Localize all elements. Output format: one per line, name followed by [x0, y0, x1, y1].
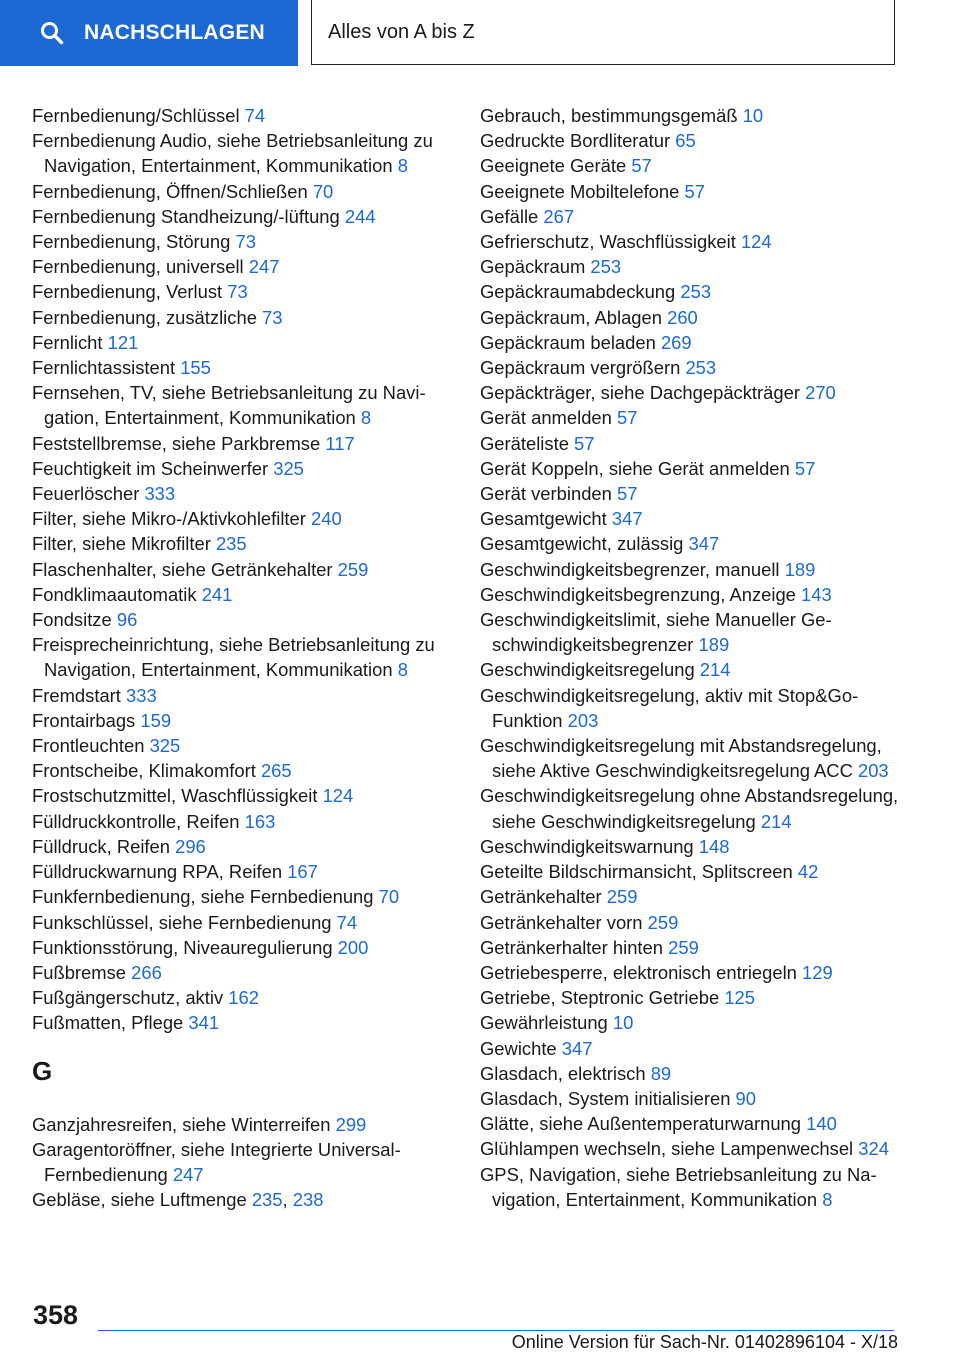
- page-link[interactable]: 244: [344, 205, 376, 227]
- page-link[interactable]: 167: [287, 861, 318, 883]
- index-entry-text: Gerät Koppeln, siehe Gerät anmelden: [480, 457, 795, 479]
- index-entry: [32, 859, 452, 884]
- index-entry-text: Geeignete Mobiltelefone: [480, 180, 685, 202]
- page-link[interactable]: 347: [688, 533, 720, 555]
- index-entry: [480, 456, 920, 481]
- page-link[interactable]: 333: [126, 684, 157, 706]
- index-entry-text: Gepäckraum vergrößern: [480, 357, 686, 379]
- index-entry-text: Feuchtigkeit im Scheinwerfer: [32, 457, 274, 479]
- index-entry: [32, 204, 452, 229]
- page-link[interactable]: 74: [244, 105, 266, 126]
- index-entry-text: Glätte, siehe Außentemperaturwarnung: [480, 1113, 807, 1135]
- index-entry-text: Fernbedienung, universell: [32, 256, 249, 278]
- page-link[interactable]: 247: [172, 1163, 204, 1185]
- index-entry: [480, 683, 920, 733]
- index-entry-text: Glasdach, System initialisieren: [480, 1087, 736, 1109]
- index-entry-text: Gewährleistung: [480, 1012, 613, 1034]
- index-entry-text: Fußmatten, Pflege: [32, 1012, 189, 1034]
- page-link[interactable]: 73: [227, 281, 248, 303]
- index-entry-text: Geschwindigkeitsbegrenzung, Anzeige: [480, 583, 802, 605]
- page-link[interactable]: 57: [794, 457, 816, 479]
- page-link[interactable]: 10: [612, 1012, 634, 1034]
- index-entry-text: Gefrierschutz, Waschflüssigkeit: [480, 231, 741, 253]
- index-entry: [480, 103, 920, 128]
- section-title: [311, 0, 895, 65]
- page-link[interactable]: 266: [131, 961, 162, 983]
- index-entry: [480, 279, 920, 304]
- index-entry: [480, 305, 920, 330]
- index-entry-text: Frontleuchten: [32, 735, 150, 757]
- index-entry: [32, 960, 452, 985]
- index-entry-text: Fernsehen, TV, siehe Betriebsanleitung zu Navigation, Entertainment, Kommunikation: [32, 382, 426, 429]
- page-link[interactable]: 124: [322, 785, 354, 807]
- index-entry: [480, 179, 920, 204]
- index-entry-text: Garagentoröffner, siehe Integrierte Universal-Fernbedienung: [32, 1138, 401, 1185]
- index-entry: [480, 582, 920, 607]
- index-entry: [480, 481, 920, 506]
- page-link[interactable]: 253: [680, 281, 712, 303]
- index-entry-text: Fondsitze: [32, 609, 117, 631]
- page-link[interactable]: 8: [822, 1188, 833, 1210]
- page-link[interactable]: 70: [312, 180, 334, 202]
- footer-online-version: Online Version für Sach-Nr. 01402896104 - X/18: [511, 1332, 898, 1352]
- page-link[interactable]: 148: [698, 835, 730, 857]
- index-entry-text: Getriebesperre, elektronisch entriegeln: [480, 961, 803, 983]
- page-link[interactable]: 299: [335, 1113, 367, 1135]
- index-entry: [480, 330, 920, 355]
- page-link[interactable]: 260: [667, 306, 698, 328]
- page-link[interactable]: 8: [360, 407, 372, 429]
- index-entry: [480, 431, 920, 456]
- index-entry: [480, 355, 920, 380]
- page-link[interactable]: 347: [611, 508, 643, 530]
- index-entry-text: Fußgängerschutz, aktiv: [32, 987, 229, 1009]
- page-link[interactable]: 8: [397, 659, 408, 681]
- index-entry-text: Fremdstart: [32, 684, 127, 706]
- index-entry: [32, 506, 452, 531]
- page-link[interactable]: 42: [797, 861, 819, 883]
- page-link[interactable]: 189: [784, 558, 816, 580]
- index-entry: [32, 910, 452, 935]
- index-entry: [480, 254, 920, 279]
- index-entry-text: Feststellbremse, siehe Parkbremse: [32, 432, 326, 454]
- index-entry-text: Gerät verbinden: [480, 483, 617, 505]
- index-entry: [32, 380, 452, 430]
- page-link[interactable]: 124: [740, 231, 772, 253]
- index-entry: [32, 456, 452, 481]
- page-link[interactable]: 74: [336, 911, 358, 933]
- section-title-text: Alles von A bis Z: [328, 20, 475, 43]
- index-entry-text: Funkfernbedienung, siehe Fernbedienung: [32, 886, 379, 908]
- index-entry: Gebläse, siehe Luftmenge 235, 238: [32, 1189, 324, 1211]
- index-entry-text: Ganzjahresreifen, siehe Winterreifen: [32, 1113, 336, 1135]
- page-link[interactable]: 125: [724, 987, 756, 1009]
- index-entry: [32, 481, 452, 506]
- page-link[interactable]: 200: [337, 936, 369, 958]
- page-link[interactable]: 163: [244, 810, 276, 832]
- index-entry: [32, 431, 452, 456]
- index-entry: [480, 531, 920, 556]
- index-list-f: [32, 103, 452, 1036]
- index-entry-text: Funkschlüssel, siehe Fernbedienung: [32, 911, 337, 933]
- index-entry: [32, 557, 452, 582]
- index-entry: [480, 153, 920, 178]
- top-bar: [0, 0, 960, 66]
- page-link[interactable]: 324: [858, 1138, 889, 1160]
- page-link[interactable]: 241: [201, 583, 233, 605]
- index-entry: [480, 405, 920, 430]
- index-entry-text: Fernbedienung, zusätzliche: [32, 306, 263, 328]
- page-link[interactable]: 259: [337, 558, 369, 580]
- index-entry-text: Gepäckraum beladen: [480, 331, 661, 353]
- index-entry-text: Gepäckraumabdeckung: [480, 281, 681, 303]
- page-link[interactable]: 96: [116, 609, 138, 631]
- page-link[interactable]: 267: [543, 205, 575, 227]
- index-entry-text: Geschwindigkeitslimit, siehe Manueller Geschwindigkeitsbegrenzer: [480, 609, 832, 656]
- index-entry-text: Glasdach, elektrisch: [480, 1062, 651, 1084]
- page-link[interactable]: 253: [685, 357, 717, 379]
- index-entry-text: Getränkehalter: [480, 886, 607, 908]
- index-entry: [480, 1086, 920, 1111]
- index-entry-text: Fernbedienung Standheizung/-lüftung: [32, 205, 345, 227]
- index-entry: [32, 179, 452, 204]
- index-entry: [32, 355, 452, 380]
- search-icon: [40, 21, 64, 45]
- index-entry-text: Geschwindigkeitsregelung mit Abstandsregelung, siehe Aktive Geschwindigkeitsregelung ACC: [480, 735, 882, 782]
- index-entry: [32, 254, 452, 279]
- index-entry: [480, 1036, 920, 1061]
- page-link[interactable]: 10: [742, 105, 764, 126]
- page-link[interactable]: 73: [262, 306, 283, 328]
- page-link[interactable]: 140: [806, 1113, 837, 1135]
- index-entry: [480, 1136, 920, 1161]
- index-entry: [480, 960, 920, 985]
- index-entry: [32, 733, 452, 758]
- index-entry-text: Filter, siehe Mikro-/Aktivkohlefilter: [32, 508, 312, 530]
- index-list-g-continued: [480, 103, 920, 1212]
- index-entry-text: Gerät anmelden: [480, 407, 617, 429]
- index-entry: [480, 985, 920, 1010]
- index-entry: [480, 1010, 920, 1035]
- index-entry: [32, 1112, 452, 1137]
- index-entry: [480, 834, 920, 859]
- index-entry: [32, 935, 452, 960]
- index-entry: [32, 531, 452, 556]
- index-entry-text: Filter, siehe Mikrofilter: [32, 533, 216, 555]
- index-entry: [480, 884, 920, 909]
- page-link[interactable]: 57: [631, 155, 652, 177]
- index-entry-text: Geteilte Bildschirmansicht, Splitscreen: [480, 861, 798, 883]
- index-entry-text: GPS, Navigation, siehe Betriebsanleitung zu Navigation, Entertainment, Kommunikation: [480, 1163, 877, 1210]
- index-entry-text: Feuerlöscher: [32, 483, 145, 505]
- index-entry-text: Fernlicht: [32, 331, 108, 353]
- index-entry-text: Frostschutzmittel, Waschflüssigkeit: [32, 785, 323, 807]
- index-entry-text: Glühlampen wechseln, siehe Lampenwechsel: [480, 1138, 859, 1160]
- index-entry: [32, 582, 452, 607]
- page-link[interactable]: 57: [684, 180, 705, 202]
- index-entry-text: Gewichte: [480, 1037, 562, 1059]
- index-entry: [32, 632, 452, 682]
- index-entry-text: Gepäckraum: [480, 256, 591, 278]
- index-entry-text: Getränkerhalter hinten: [480, 936, 669, 958]
- index-entry-text: Fernlichtassistent: [32, 357, 181, 379]
- page-link[interactable]: 129: [802, 961, 833, 983]
- index-entry-text: Fülldruckkontrolle, Reifen: [32, 810, 245, 832]
- index-column-left: [32, 103, 452, 1212]
- index-entry-text: Gesamtgewicht, zulässig: [480, 533, 689, 555]
- page-link[interactable]: 65: [675, 130, 696, 152]
- index-entry: [480, 783, 920, 833]
- index-entry: [32, 708, 452, 733]
- index-entry: [480, 1061, 920, 1086]
- page-link[interactable]: 247: [248, 256, 280, 278]
- page-link[interactable]: 70: [378, 886, 400, 908]
- page-link[interactable]: 90: [735, 1087, 756, 1109]
- index-entry: [480, 1111, 920, 1136]
- index-entry: [32, 809, 452, 834]
- index-entry-text: Gesamtgewicht: [480, 508, 612, 530]
- index-entry: [32, 330, 452, 355]
- index-entry-text: Gefälle: [480, 205, 544, 227]
- page-link[interactable]: 235: [215, 533, 247, 555]
- index-entry: [480, 657, 920, 682]
- index-entry: [32, 229, 452, 254]
- index-entry-text: Geeignete Geräte: [480, 155, 632, 177]
- page-link[interactable]: 265: [260, 760, 292, 782]
- index-entry-text: Frontairbags: [32, 709, 141, 731]
- index-entry-text: Freisprecheinrichtung, siehe Betriebsanleitung zu Navigation, Entertainment, Kommunikation: [32, 634, 435, 681]
- page-link[interactable]: 253: [590, 256, 622, 278]
- search-tab-label: NACHSCHLAGEN: [84, 21, 265, 44]
- page-link[interactable]: 214: [760, 810, 792, 832]
- index-entry: [480, 229, 920, 254]
- footer-divider: [98, 1330, 894, 1331]
- index-entry-text: Fernbedienung, Verlust: [32, 281, 228, 303]
- index-entry-text: Fernbedienung, Störung: [32, 231, 236, 253]
- index-entry-text: Geschwindigkeitsregelung: [480, 659, 700, 681]
- index-entry-text: Geschwindigkeitswarnung: [480, 835, 699, 857]
- page-link[interactable]: 240: [311, 508, 342, 530]
- index-entry: [32, 607, 452, 632]
- page-link[interactable]: 238: [292, 1189, 324, 1211]
- page-link[interactable]: 73: [235, 231, 256, 253]
- page-link[interactable]: 325: [149, 735, 181, 757]
- index-entry-text: Getränkehalter vorn: [480, 911, 648, 933]
- index-entry: [480, 910, 920, 935]
- index-entry-text: Fernbedienung/Schlüssel: [32, 105, 245, 126]
- index-entry-text: Gepäckträger, siehe Dachgepäckträger: [480, 382, 806, 404]
- search-tab[interactable]: [0, 0, 298, 66]
- page-link[interactable]: 259: [668, 936, 699, 958]
- index-entry: [480, 506, 920, 531]
- index-column-right: [480, 103, 920, 1212]
- page-link[interactable]: 270: [805, 382, 836, 404]
- page-link[interactable]: 162: [228, 987, 259, 1009]
- index-entry: [32, 305, 452, 330]
- page-link[interactable]: 121: [107, 331, 139, 353]
- index-entry-text: Fernbedienung, Öffnen/Schließen: [32, 180, 313, 202]
- page-link[interactable]: 8: [397, 155, 408, 177]
- index-entry: [32, 758, 452, 783]
- index-list-g: [32, 1112, 452, 1213]
- page-link[interactable]: 117: [325, 432, 355, 454]
- index-entry: [32, 985, 452, 1010]
- page-link[interactable]: 155: [180, 357, 211, 379]
- index-entry: [480, 935, 920, 960]
- page-link[interactable]: 189: [698, 634, 730, 656]
- index-entry-text: Fülldruck, Reifen: [32, 835, 176, 857]
- index-entry-text: Gebrauch, bestimmungsgemäß: [480, 105, 743, 126]
- page-link[interactable]: 89: [650, 1062, 672, 1084]
- index-entry-text: Gebläse, siehe Luftmenge: [32, 1189, 252, 1211]
- page-link[interactable]: 57: [574, 432, 595, 454]
- page-link[interactable]: 259: [647, 911, 679, 933]
- index-entry-text: Gedruckte Bordliteratur: [480, 130, 676, 152]
- page-link[interactable]: 57: [617, 483, 638, 505]
- page-link[interactable]: 203: [857, 760, 889, 782]
- index-entry: [480, 380, 920, 405]
- index-entry: [32, 103, 452, 128]
- index-entry-text: Frontscheibe, Klimakomfort: [32, 760, 261, 782]
- index-entry: [480, 1162, 920, 1212]
- page-link[interactable]: 347: [561, 1037, 593, 1059]
- page-number: 358: [33, 1300, 79, 1330]
- index-entry-text: Funktionsstörung, Niveauregulierung: [32, 936, 338, 958]
- page-link[interactable]: 333: [144, 483, 176, 505]
- index-entry: [32, 1137, 452, 1187]
- index-entry: [480, 607, 920, 657]
- page-link[interactable]: 203: [567, 709, 599, 731]
- page-link[interactable]: 259: [606, 886, 638, 908]
- index-entry-text: Flaschenhalter, siehe Getränkehalter: [32, 558, 338, 580]
- index-entry-text: Fülldruckwarnung RPA, Reifen: [32, 861, 288, 883]
- index-letter-heading: G: [32, 1055, 53, 1086]
- page-link[interactable]: 57: [617, 407, 638, 429]
- index-entry-text: Getriebe, Steptronic Getriebe: [480, 987, 725, 1009]
- index-entry-text: Geschwindigkeitsregelung, aktiv mit Stop&Go-Funktion: [480, 684, 859, 731]
- index-entry: [32, 1010, 452, 1035]
- index-entry-text: Geschwindigkeitsregelung ohne Abstandsregelung, siehe Geschwindigkeitsregelung: [480, 785, 899, 832]
- page-link[interactable]: 143: [801, 583, 832, 605]
- index-entry-text: Gepäckraum, Ablagen: [480, 306, 668, 328]
- index-entry: [480, 733, 920, 783]
- index-entry: [480, 557, 920, 582]
- page-link[interactable]: 341: [188, 1012, 220, 1034]
- page-link[interactable]: 159: [140, 709, 172, 731]
- index-entry: [32, 279, 452, 304]
- index-entry-text: Fondklimaautomatik: [32, 583, 202, 605]
- page-link[interactable]: 235: [251, 1189, 283, 1211]
- page-link[interactable]: 214: [699, 659, 731, 681]
- index-entry: [32, 834, 452, 859]
- index-entry: [32, 884, 452, 909]
- index-entry: [32, 683, 452, 708]
- page-link[interactable]: 296: [175, 835, 206, 857]
- index-entry: [480, 204, 920, 229]
- page-link[interactable]: 269: [660, 331, 692, 353]
- index-entry: [480, 859, 920, 884]
- index-entry-text: Fernbedienung Audio, siehe Betriebsanleitung zu Navigation, Entertainment, Kommunikation: [32, 130, 433, 177]
- index-entry-text: Fußbremse: [32, 961, 132, 983]
- index-entry-text: Geräteliste: [480, 432, 575, 454]
- index-entry-text: Geschwindigkeitsbegrenzer, manuell: [480, 558, 785, 580]
- index-entry: [480, 128, 920, 153]
- page-link[interactable]: 325: [273, 457, 304, 479]
- index-entry: [32, 128, 452, 178]
- index-entry: [32, 783, 452, 808]
